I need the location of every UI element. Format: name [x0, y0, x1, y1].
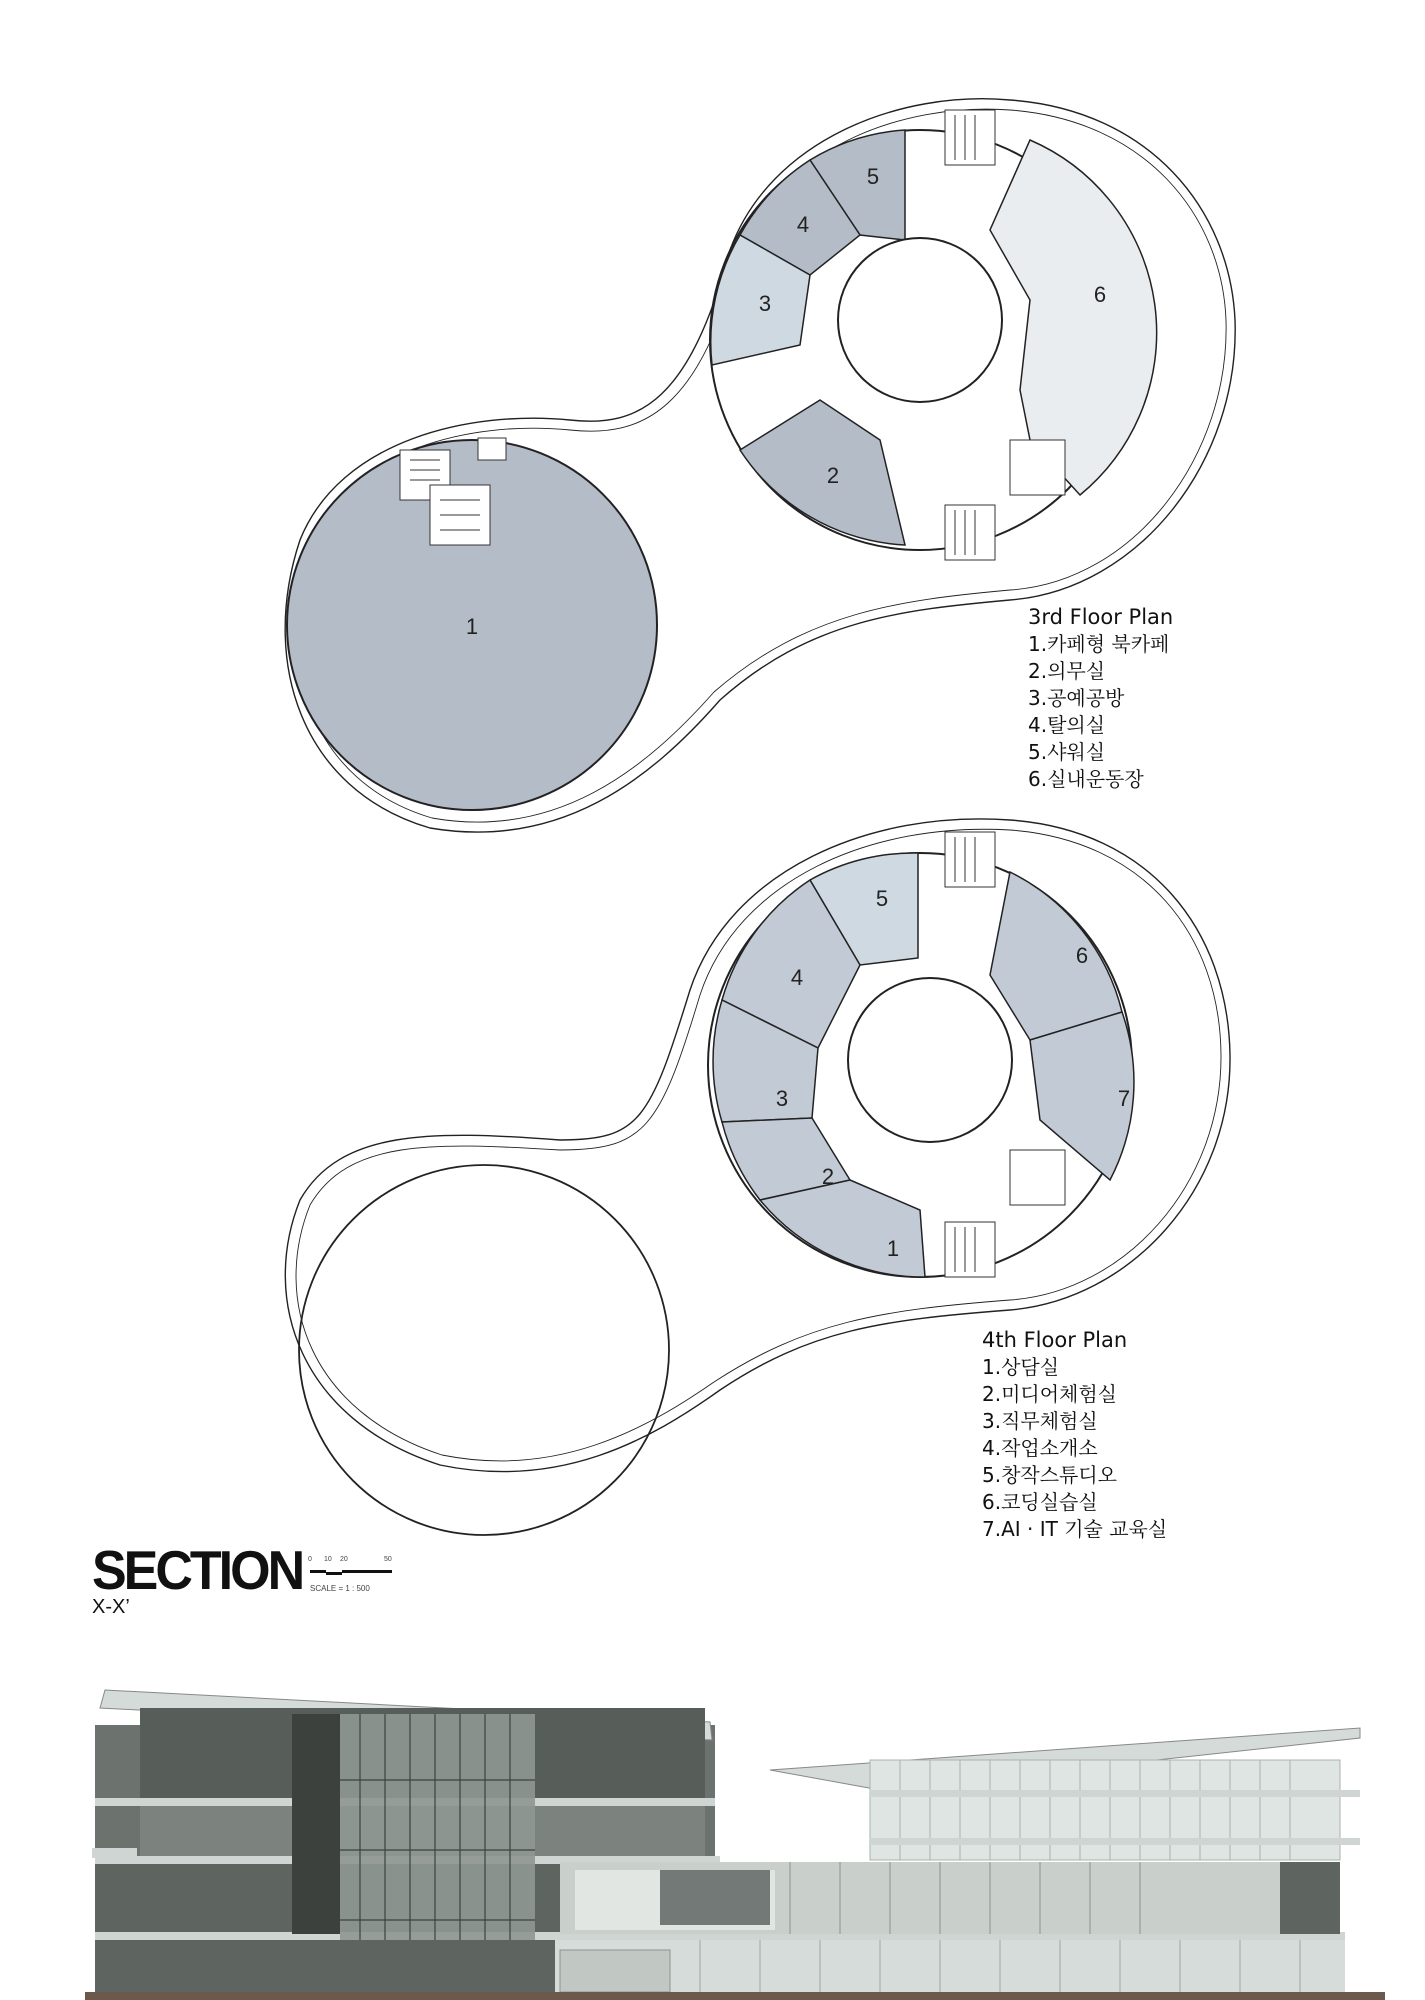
floor3-num-5: 5 [866, 163, 880, 189]
floor4-num-3: 3 [775, 1085, 789, 1111]
floor4-legend-item: 5.창작스튜디오 [982, 1463, 1118, 1487]
floor4-legend-item: 4.작업소개소 [982, 1436, 1098, 1460]
floor4-atrium [848, 978, 1012, 1142]
scale-tick: 50 [384, 1556, 392, 1563]
floor3-atrium [838, 238, 1002, 402]
floor3-legend-item: 4.탈의실 [1028, 713, 1106, 737]
floor3-num-3: 3 [758, 290, 772, 316]
floor3-num-4: 4 [796, 211, 810, 237]
right-slab-2 [870, 1838, 1360, 1845]
section-title: SECTION [92, 1540, 303, 1602]
floor4-legend-item: 3.직무체험실 [982, 1409, 1098, 1433]
ground-entrance [560, 1950, 670, 1992]
floor4-num-1: 1 [886, 1235, 900, 1261]
floor3-legend-title: 3rd Floor Plan [1028, 605, 1174, 629]
scale-tick: 20 [340, 1556, 348, 1563]
floor4-num-6: 6 [1075, 942, 1089, 968]
floor3-legend-item: 3.공예공방 [1028, 686, 1125, 710]
floor3-num-2: 2 [826, 462, 840, 488]
floor4-legend-item: 1.상담실 [982, 1355, 1060, 1379]
ground-line [85, 1992, 1385, 2000]
floor3-legend-item: 2.의무실 [1028, 659, 1106, 683]
section-elevation [85, 1690, 1385, 2000]
scale-tick: 0 [308, 1556, 312, 1563]
right-lower-block [1280, 1862, 1340, 1934]
floor3-legend-item: 1.카페형 북카페 [1028, 632, 1170, 656]
floor3-legend-item: 5.샤워실 [1028, 740, 1106, 764]
floor4-num-2: 2 [821, 1163, 835, 1189]
floor4-num-5: 5 [875, 885, 889, 911]
floor4-empty-void [299, 1165, 669, 1535]
floor4-legend-item: 6.코딩실습실 [982, 1490, 1098, 1514]
middle-dark-panel [660, 1870, 770, 1925]
floor4-num-7: 7 [1117, 1085, 1131, 1111]
scale-tick: 10 [324, 1556, 332, 1563]
ground-floor-dark [95, 1940, 555, 1992]
floor3-num-1: 1 [465, 613, 479, 639]
floor4-legend-item: 7.AI · IT 기술 교육실 [982, 1517, 1168, 1541]
right-slab-1 [870, 1790, 1360, 1797]
floor3-legend [1028, 604, 1173, 793]
left-cantilever [92, 1848, 137, 1858]
floor3-num-6: 6 [1093, 281, 1107, 307]
stair-shaft [292, 1714, 340, 1934]
floor3-legend-item: 6.실내운동장 [1028, 767, 1144, 791]
section-subtitle: X-X’ [92, 1596, 130, 1618]
floor4-num-4: 4 [790, 964, 804, 990]
floor4-legend-item: 2.미디어체험실 [982, 1382, 1118, 1406]
floor4-legend [982, 1327, 1167, 1543]
scale-text: SCALE = 1 : 500 [310, 1584, 370, 1593]
floor4-legend-title: 4th Floor Plan [982, 1328, 1128, 1352]
